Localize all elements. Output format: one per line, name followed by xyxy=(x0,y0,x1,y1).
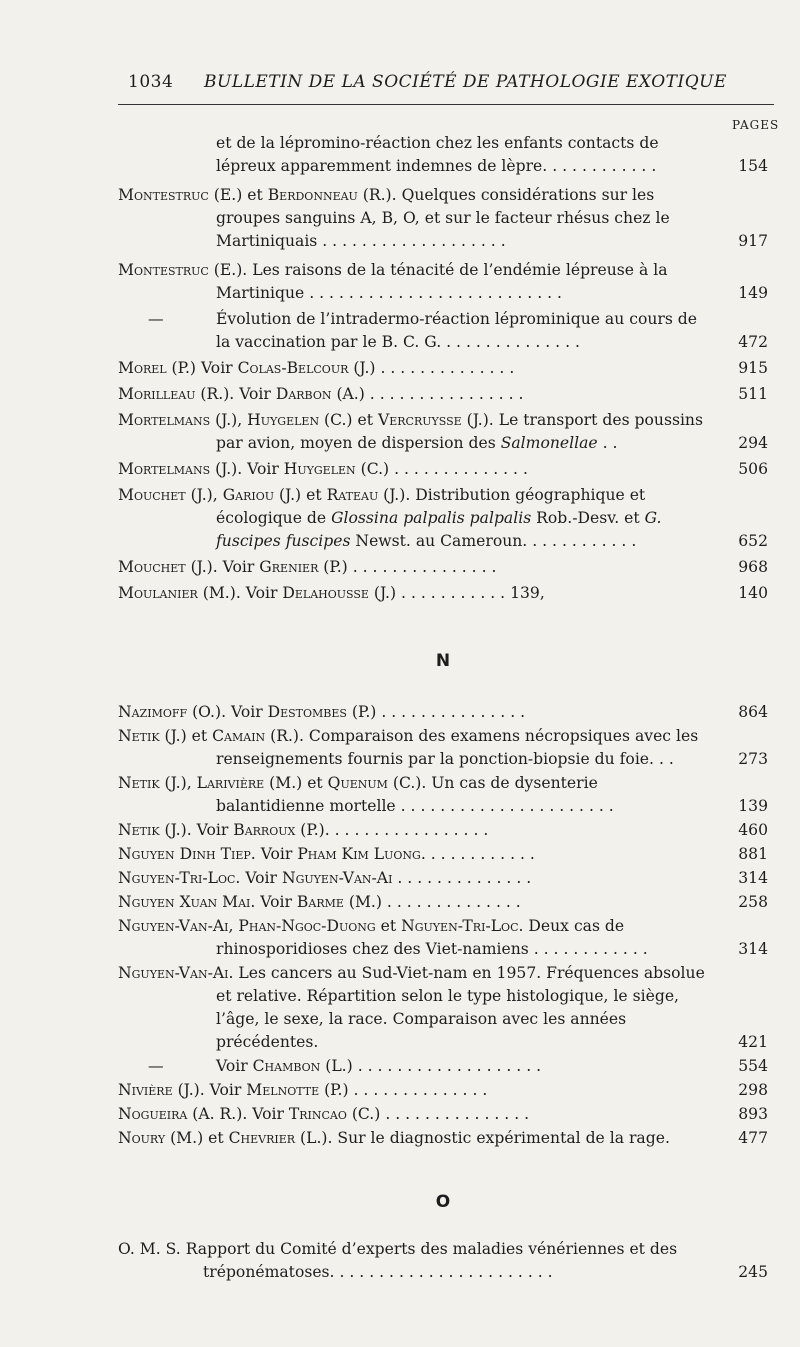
author-name: Netik (J.) xyxy=(118,821,187,839)
author-name: Melnotte (P.) xyxy=(246,1081,349,1099)
author-name: Mouchet (J.) xyxy=(118,558,213,576)
index-entry: Netik (J.) et Camain (R.). Comparaison des examens nécropsiques avec les renseignements fournis par la ponction-biopsie du foie. . . 273 xyxy=(118,725,768,771)
author-name: Moulanier (M.) xyxy=(118,584,236,602)
header-rule xyxy=(118,104,774,105)
author-name: Delahousse (J.) xyxy=(282,584,397,602)
index-entry: Noury (M.) et Chevrier (L.). Sur le diagnostic expérimental de la rage. 477 xyxy=(118,1127,768,1150)
author-name: Mouchet (J.) xyxy=(118,486,213,504)
entry-page: 472 xyxy=(738,333,768,351)
entry-page: 511 xyxy=(738,385,768,403)
author-name: Nguyen-Van-Ai xyxy=(118,964,229,982)
section-letter-n: N xyxy=(435,651,451,671)
author-name: Barme (M.) xyxy=(296,893,382,911)
entry-page: 140 xyxy=(738,584,768,602)
page-number: 1034 xyxy=(128,72,174,92)
author-name: Nazimoff (O.) xyxy=(118,703,222,721)
index-entry: Nogueira (A. R.). Voir Trincao (C.) . . . . . . . . . . . . . . . 893 xyxy=(118,1103,768,1126)
entry-page: 506 xyxy=(738,460,768,478)
ditto-dash: — xyxy=(148,1057,164,1075)
author-name: Trincao (C.) xyxy=(288,1105,381,1123)
author-name: Barroux (P.) xyxy=(233,821,325,839)
author-name: Phan-Ngoc-Duong xyxy=(238,917,376,935)
index-entry: Nguyen Dinh Tiep. Voir Pham Kim Luong. . . . . . . . . . . . 881 xyxy=(118,843,768,866)
entry-page: 139 xyxy=(738,797,768,815)
author-name: Larivière (M.) xyxy=(196,774,303,792)
author-name: Huygelen (C.) xyxy=(247,411,353,429)
index-entry: O. M. S. Rapport du Comité d’experts des maladies vénériennes et des tréponématoses. . . . . . . . . . . . . . . . . . . . . . . 245 xyxy=(118,1238,768,1284)
entry-page: 258 xyxy=(738,893,768,911)
entry-page: 314 xyxy=(738,869,768,887)
index-entry: Netik (J.). Voir Barroux (P.). . . . . . . . . . . . . . . . . 460 xyxy=(118,819,768,842)
index-entry: — Évolution de l’intradermo-réaction léprominique au cours de la vaccination par le B. C. G. . . . . . . . . . . . . . . 472 xyxy=(118,308,768,354)
entry-page: 154 xyxy=(738,157,768,175)
author-name: Vercruysse (J.) xyxy=(377,411,489,429)
author-name: Nguyen-Van-Ai xyxy=(281,869,393,887)
author-name: Gariou (J.) xyxy=(222,486,302,504)
section-letter-o: O xyxy=(435,1192,451,1212)
author-name: Nguyen-Tri-Loc xyxy=(118,869,236,887)
index-entry: Mouchet (J.), Gariou (J.) et Rateau (J.). Distribution géographique et écologique de Glossina palpalis palpalis Rob.-Desv. et G. fuscipes fuscipes Newst. au Cameroun. . . . . . . . . . . . 652 xyxy=(118,484,768,553)
index-entries xyxy=(118,132,768,1284)
author-name: Morilleau (R.) xyxy=(118,385,230,403)
author-name: Destombes (P.) xyxy=(267,703,377,721)
journal-title: BULLETIN DE LA SOCIÉTÉ DE PATHOLOGIE EXOTIQUE xyxy=(204,72,727,92)
author-name: Nguyen-Van-Ai xyxy=(118,917,229,935)
entry-page: 149 xyxy=(738,284,768,302)
entry-page: 554 xyxy=(738,1057,768,1075)
author-name: Grenier (P.) xyxy=(259,558,348,576)
index-entry: Nguyen Xuan Mai. Voir Barme (M.) . . . . . . . . . . . . . . 258 xyxy=(118,891,768,914)
author-name: Quenum (C.) xyxy=(327,774,422,792)
entry-page: 245 xyxy=(738,1263,768,1281)
author-name: Nogueira (A. R.) xyxy=(118,1105,243,1123)
author-name: Montestruc (E.) xyxy=(118,186,243,204)
index-entry: Nivière (J.). Voir Melnotte (P.) . . . . . . . . . . . . . . 298 xyxy=(118,1079,768,1102)
entry-page: 915 xyxy=(738,359,768,377)
author-name: Montestruc (E.) xyxy=(118,261,243,279)
author-name: Chambon (L.) xyxy=(252,1057,353,1075)
index-entry: — Voir Chambon (L.) . . . . . . . . . . . . . . . . . . . 554 xyxy=(118,1055,768,1078)
author-name: Nguyen Xuan Mai xyxy=(118,893,251,911)
index-entry: et de la lépromino-réaction chez les enfants contacts de lépreux apparemment indemnes de lèpre. . . . . . . . . . . . 154 xyxy=(118,132,768,178)
index-entry: Montestruc (E.). Les raisons de la ténacité de l’endémie lépreuse à la Martinique . . . . . . . . . . . . . . . . . . . . . . . . . . 149 xyxy=(118,259,768,305)
entry-page: 864 xyxy=(738,703,768,721)
entry-page: 893 xyxy=(738,1105,768,1123)
entry-page: 273 xyxy=(738,750,768,768)
index-entry: Netik (J.), Larivière (M.) et Quenum (C.). Un cas de dysenterie balantidienne mortelle . . . . . . . . . . . . . . . . . . . . . . 139 xyxy=(118,772,768,818)
author-name: Morel (P.) xyxy=(118,359,197,377)
taxon-name: Salmonellae xyxy=(500,434,598,452)
author-name: Nivière (J.) xyxy=(118,1081,200,1099)
entry-page: 460 xyxy=(738,821,768,839)
index-entry: Morel (P.) Voir Colas-Belcour (J.) . . . . . . . . . . . . . . 915 xyxy=(118,357,768,380)
index-entry: Mouchet (J.). Voir Grenier (P.) . . . . . . . . . . . . . . . 968 xyxy=(118,556,768,579)
pages-column-label: PAGES xyxy=(732,118,780,132)
entry-page: 917 xyxy=(738,232,768,250)
author-name: Colas-Belcour (J.) xyxy=(237,359,376,377)
author-name: Noury (M.) xyxy=(118,1129,204,1147)
author-name: Nguyen-Tri-Loc xyxy=(401,917,519,935)
entry-page: 881 xyxy=(738,845,768,863)
entry-page: 968 xyxy=(738,558,768,576)
index-entry: Nguyen-Van-Ai, Phan-Ngoc-Duong et Nguyen-Tri-Loc. Deux cas de rhinosporidioses chez des Viet-namiens . . . . . . . . . . . . 314 xyxy=(118,915,768,961)
author-name: Berdonneau (R.) xyxy=(267,186,392,204)
index-entry: Moulanier (M.). Voir Delahousse (J.) . . . . . . . . . . . 139, 140 xyxy=(118,582,768,605)
entry-page: 652 xyxy=(738,532,768,550)
entry-page: 298 xyxy=(738,1081,768,1099)
index-entry: Nguyen-Van-Ai. Les cancers au Sud-Viet-nam en 1957. Fréquences absolue et relative. Répartition selon le type histologique, le siège, l’âge, le sexe, la race. Comparaison avec les années précédentes. 421 xyxy=(118,962,768,1054)
author-name: Mortelmans (J.) xyxy=(118,460,238,478)
index-entry: Nguyen-Tri-Loc. Voir Nguyen-Van-Ai . . . . . . . . . . . . . . 314 xyxy=(118,867,768,890)
author-name: Mortelmans (J.) xyxy=(118,411,238,429)
taxon-name: Glossina palpalis palpalis xyxy=(331,509,532,527)
author-name: Darbon (A.) xyxy=(275,385,365,403)
author-name: Pham Kim Luong xyxy=(297,845,421,863)
index-entry: Mortelmans (J.), Huygelen (C.) et Vercruysse (J.). Le transport des poussins par avion, moyen de dispersion des Salmonellae . . 294 xyxy=(118,409,768,455)
entry-page: 314 xyxy=(738,940,768,958)
author-name: Nguyen Dinh Tiep xyxy=(118,845,251,863)
index-entry: Mortelmans (J.). Voir Huygelen (C.) . . . . . . . . . . . . . . 506 xyxy=(118,458,768,481)
taxon-name: G. fuscipes fuscipes xyxy=(216,509,662,550)
author-name: Netik (J.) xyxy=(118,774,187,792)
index-entry: Nazimoff (O.). Voir Destombes (P.) . . . . . . . . . . . . . . . 864 xyxy=(118,701,768,724)
author-name: Rateau (J.) xyxy=(326,486,406,504)
entry-page: 421 xyxy=(738,1033,768,1051)
author-name: Chevrier (L.) xyxy=(228,1129,328,1147)
author-name: Netik (J.) xyxy=(118,727,187,745)
ditto-dash: — xyxy=(148,310,164,328)
index-entry: Morilleau (R.). Voir Darbon (A.) . . . . . . . . . . . . . . . . 511 xyxy=(118,383,768,406)
author-name: Huygelen (C.) xyxy=(283,460,390,478)
entry-page: 477 xyxy=(738,1129,768,1147)
entry-page: 294 xyxy=(738,434,768,452)
author-name: Camain (R.) xyxy=(212,727,299,745)
index-entry: Montestruc (E.) et Berdonneau (R.). Quelques considérations sur les groupes sanguins A, B, O, et sur le facteur rhésus chez le Martiniquais . . . . . . . . . . . . . . . . . . . 917 xyxy=(118,184,768,253)
